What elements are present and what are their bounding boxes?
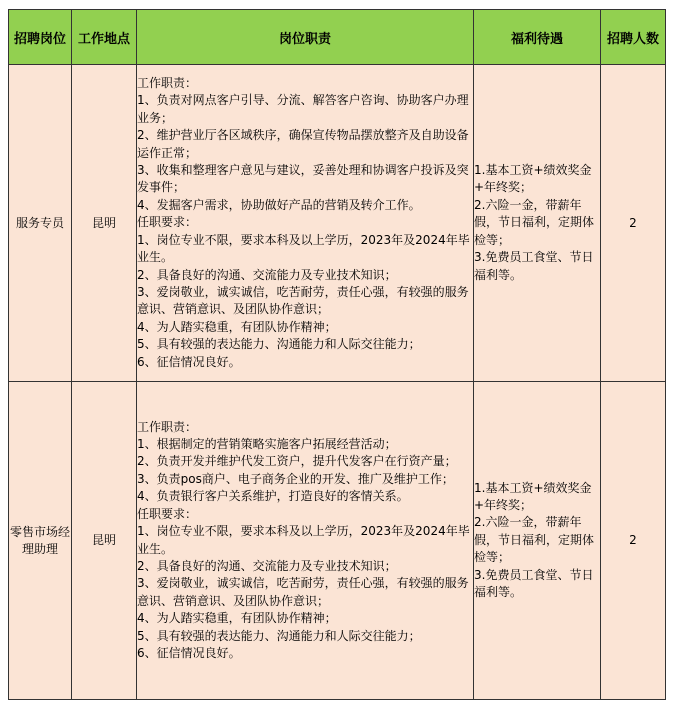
- duty-line: 1、岗位专业不限，要求本科及以上学历，2023年及2024年毕业生。: [137, 524, 470, 556]
- duty-line: 1、负责对网点客户引导、分流、解答客户咨询、协助客户办理业务；: [137, 93, 469, 125]
- benefit-line: 1.基本工资+绩效奖金+年终奖；: [474, 163, 592, 195]
- location-cell: 昆明: [72, 65, 137, 382]
- duty-line: 任职要求：: [137, 506, 198, 521]
- position-cell: 零售市场经理助理: [9, 382, 72, 700]
- duty-line: 2、维护营业厅各区域秩序，确保宣传物品摆放整齐及自助设备运作正常；: [137, 128, 469, 160]
- header-position: 招聘岗位: [9, 10, 72, 65]
- header-location: 工作地点: [72, 10, 137, 65]
- table-row: [9, 382, 666, 700]
- benefit-line: 2.六险一金，带薪年假，节日福利，定期体检等；: [474, 515, 595, 565]
- duty-line: 工作职责：: [137, 419, 198, 434]
- duty-line: 3、爱岗敬业，诚实诚信，吃苦耐劳，责任心强，有较强的服务意识、营销意识、及团队协作意识；: [137, 284, 469, 317]
- duty-line: 4、为人踏实稳重，有团队协作精神；: [137, 319, 337, 334]
- benefit-line: 3.免费员工食堂、节日福利等。: [474, 567, 594, 600]
- duty-line: 4、负责银行客户关系维护，打造良好的客情关系。: [137, 489, 409, 504]
- benefit-line: 2.六险一金，带薪年假，节日福利，定期体检等；: [474, 197, 595, 247]
- header-benefits: 福利待遇: [474, 10, 601, 65]
- duty-line: 任职要求：: [137, 215, 198, 230]
- duty-line: 5、具有较强的表达能力、沟通能力和人际交往能力；: [137, 337, 421, 352]
- benefit-line: 1.基本工资+绩效奖金+年终奖；: [474, 480, 592, 512]
- duty-line: 6、征信情况良好。: [137, 645, 241, 660]
- duty-line: 4、为人踏实稳重，有团队协作精神；: [137, 611, 337, 626]
- recruitment-table: [8, 9, 666, 700]
- header-duties: 岗位职责: [137, 10, 474, 65]
- table-row: [9, 65, 666, 382]
- duty-line: 2、具备良好的沟通、交流能力及专业技术知识；: [137, 558, 397, 573]
- count-cell: 2: [601, 382, 666, 700]
- duty-line: 1、根据制定的营销策略实施客户拓展经营活动；: [137, 437, 397, 452]
- duty-line: 6、征信情况良好。: [137, 354, 241, 369]
- location-cell: 昆明: [72, 382, 137, 700]
- duty-line: 3、负责pos商户、电子商务企业的开发、推广及维护工作；: [137, 471, 454, 486]
- duty-line: 工作职责：: [137, 76, 198, 91]
- duty-line: 2、具备良好的沟通、交流能力及专业技术知识；: [137, 267, 397, 282]
- benefits-cell: [474, 65, 601, 382]
- benefit-line: 3.免费员工食堂、节日福利等。: [474, 250, 594, 282]
- header-row: [9, 10, 666, 65]
- header-count: 招聘人数: [601, 10, 666, 65]
- benefits-cell: [474, 382, 601, 700]
- duty-line: 5、具有较强的表达能力、沟通能力和人际交往能力；: [137, 628, 421, 643]
- duty-line: 2、负责开发并维护代发工资户，提升代发客户在行资产量；: [137, 454, 457, 469]
- duties-cell: [137, 65, 474, 382]
- count-cell: 2: [601, 65, 666, 382]
- duty-line: 3、收集和整理客户意见与建议，妥善处理和协调客户投诉及突发事件；: [137, 163, 469, 195]
- position-cell: 服务专员: [9, 65, 72, 382]
- duty-line: 1、岗位专业不限，要求本科及以上学历，2023年及2024年毕业生。: [137, 232, 470, 265]
- duties-cell: [137, 382, 474, 700]
- duty-line: 3、爱岗敬业，诚实诚信，吃苦耐劳，责任心强，有较强的服务意识、营销意识、及团队协作意识；: [137, 576, 469, 608]
- duty-line: 4、发掘客户需求，协助做好产品的营销及转介工作。: [137, 197, 421, 212]
